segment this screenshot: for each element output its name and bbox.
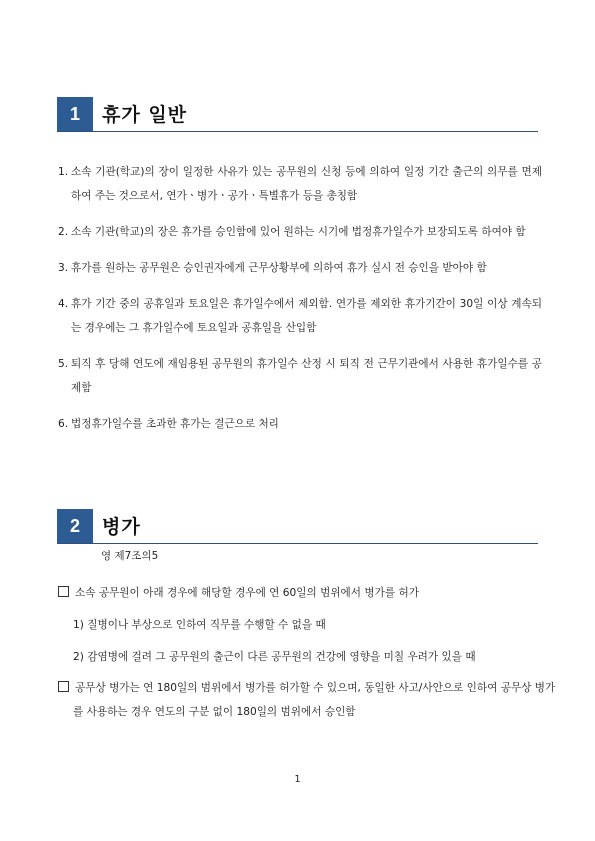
list-item bbox=[58, 256, 542, 280]
sick-leave-paragraph-1-text: 소속 공무원이 아래 경우에 해당할 경우에 연 60일의 범위에서 병가를 허가 bbox=[75, 587, 419, 599]
checkbox-bullet-icon bbox=[58, 681, 69, 692]
section-1-number: 1 bbox=[57, 97, 93, 131]
section-2-title: 병가 bbox=[102, 516, 141, 538]
list-item-text: 퇴직 후 당해 연도에 재임용된 공무원의 휴가일수 산정 시 퇴직 전 근무기관에서 사용한 휴가일수를 공제함 bbox=[71, 358, 542, 394]
list-item-number: 4. bbox=[58, 298, 69, 310]
section-1-header bbox=[57, 97, 538, 132]
section-2-header bbox=[57, 509, 538, 544]
list-item bbox=[58, 160, 542, 208]
list-item-text: 법정휴가일수를 초과한 휴가는 결근으로 처리 bbox=[71, 418, 279, 430]
list-item-number: 3. bbox=[58, 262, 69, 274]
section-1-title: 휴가 일반 bbox=[102, 104, 188, 126]
sick-leave-paragraph-1 bbox=[58, 581, 542, 605]
list-item bbox=[58, 352, 542, 400]
list-item-number: 1. bbox=[58, 166, 69, 178]
list-item bbox=[58, 412, 542, 436]
list-item-number: 5. bbox=[58, 358, 69, 370]
list-item bbox=[58, 292, 542, 340]
sick-leave-paragraph-2-text: 공무상 병가는 연 180일의 범위에서 병가를 허가할 수 있으며, 동일한 사고/사안으로 인하여 공무상 병가를 사용하는 경우 연도의 구분 없이 180일의 범위에서 승인함 bbox=[73, 682, 556, 718]
legal-reference: 영 제7조의5 bbox=[101, 550, 159, 562]
list-item-text: 소속 기관(학교)의 장은 휴가를 승인함에 있어 원하는 시기에 법정휴가일수가 보장되도록 하여야 함 bbox=[71, 226, 526, 238]
checkbox-bullet-icon bbox=[58, 586, 69, 597]
sick-leave-condition-1: 1) 질병이나 부상으로 인하여 직무를 수행할 수 없을 때 bbox=[73, 619, 326, 631]
list-item bbox=[58, 220, 542, 244]
list-item-number: 2. bbox=[58, 226, 69, 238]
sick-leave-paragraph-2 bbox=[58, 676, 557, 724]
page-number: 1 bbox=[294, 774, 301, 785]
list-item-text: 소속 기관(학교)의 장이 일정한 사유가 있는 공무원의 신청 등에 의하여 일정 기간 출근의 의무를 면제하여 주는 것으로서, 연가ㆍ병가ㆍ공가ㆍ특별휴가 등을 총칭함 bbox=[71, 166, 542, 202]
section-2-number: 2 bbox=[57, 509, 93, 543]
sick-leave-condition-2: 2) 감염병에 걸려 그 공무원의 출근이 다른 공무원의 건강에 영향을 미칠 우려가 있을 때 bbox=[73, 651, 476, 663]
section-1-list bbox=[58, 160, 542, 448]
list-item-text: 휴가 기간 중의 공휴일과 토요일은 휴가일수에서 제외함. 연가를 제외한 휴가기간이 30일 이상 계속되는 경우에는 그 휴가일수에 토요일과 공휴일을 산입함 bbox=[71, 298, 542, 334]
list-item-text: 휴가를 원하는 공무원은 승인권자에게 근무상황부에 의하여 휴가 실시 전 승인을 받아야 함 bbox=[71, 262, 487, 274]
list-item-number: 6. bbox=[58, 418, 69, 430]
